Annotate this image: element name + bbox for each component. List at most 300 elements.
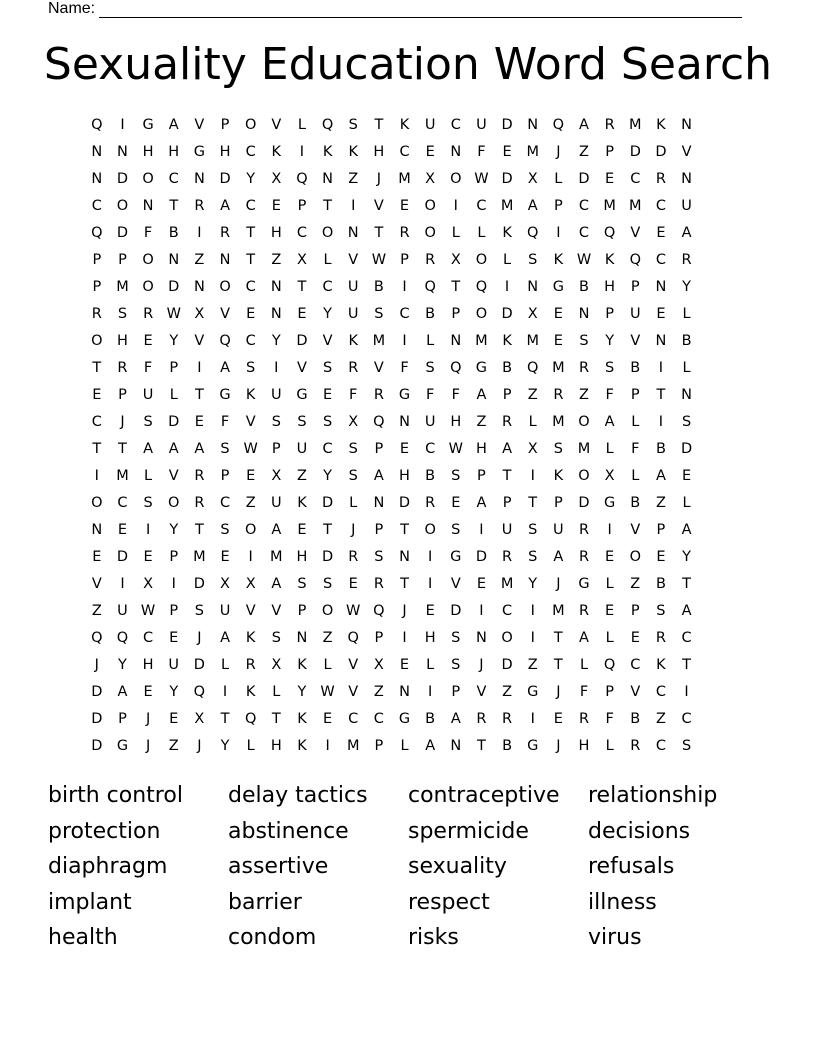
- grid-letter: E: [271, 198, 281, 214]
- grid-letter: G: [296, 387, 308, 403]
- grid-letter: Y: [323, 306, 333, 322]
- grid-letter: C: [450, 117, 461, 133]
- grid-letter: P: [374, 522, 384, 538]
- grid-letter: R: [373, 576, 384, 592]
- grid-letter: P: [374, 441, 384, 457]
- grid-letter: S: [143, 414, 153, 430]
- word-list-item: health: [48, 925, 118, 950]
- grid-letter: S: [297, 576, 307, 592]
- grid-letter: J: [351, 522, 356, 538]
- grid-letter: L: [605, 441, 614, 457]
- grid-letter: E: [502, 144, 512, 160]
- grid-letter: E: [630, 630, 640, 646]
- grid-letter: D: [398, 495, 411, 511]
- grid-letter: C: [502, 603, 513, 619]
- grid-letter: M: [526, 144, 539, 160]
- grid-letter: S: [194, 603, 204, 619]
- grid-letter: H: [373, 144, 385, 160]
- grid-letter: T: [92, 360, 102, 376]
- grid-letter: A: [476, 495, 487, 511]
- grid-letter: V: [630, 225, 641, 241]
- grid-letter: R: [399, 225, 410, 241]
- grid-letter: J: [145, 711, 151, 727]
- grid-letter: O: [91, 495, 103, 511]
- grid-letter: H: [117, 333, 128, 349]
- grid-letter: M: [603, 198, 616, 214]
- grid-letter: D: [501, 306, 513, 322]
- grid-letter: C: [425, 441, 436, 457]
- grid-letter: K: [322, 144, 333, 160]
- grid-letter: L: [631, 414, 640, 430]
- grid-letter: G: [475, 360, 488, 376]
- grid-letter: H: [142, 144, 154, 160]
- grid-letter: Q: [424, 279, 436, 295]
- grid-letter: C: [681, 630, 692, 646]
- grid-letter: C: [168, 171, 179, 187]
- grid-letter: A: [604, 414, 615, 430]
- grid-letter: A: [502, 441, 513, 457]
- grid-letter: W: [371, 252, 387, 268]
- grid-letter: Q: [193, 684, 206, 700]
- grid-letter: B: [681, 333, 692, 349]
- grid-letter: T: [297, 279, 307, 295]
- grid-letter: P: [630, 387, 640, 403]
- grid-letter: O: [244, 522, 257, 538]
- grid-letter: I: [453, 198, 458, 214]
- grid-letter: D: [219, 171, 231, 187]
- grid-letter: S: [605, 360, 615, 376]
- grid-letter: X: [271, 468, 282, 484]
- grid-letter: A: [168, 117, 179, 133]
- grid-letter: B: [373, 279, 384, 295]
- grid-letter: K: [399, 117, 410, 133]
- grid-letter: K: [297, 738, 307, 754]
- grid-letter: V: [348, 252, 359, 268]
- word-list-item: diaphragm: [48, 854, 168, 879]
- grid-letter: S: [322, 414, 333, 430]
- grid-letter: R: [194, 468, 205, 484]
- grid-letter: M: [116, 279, 129, 295]
- grid-letter: Y: [528, 576, 538, 592]
- grid-letter: M: [577, 441, 591, 457]
- grid-letter: M: [552, 360, 565, 376]
- grid-letter: Y: [246, 171, 256, 187]
- grid-letter: I: [197, 360, 202, 376]
- grid-letter: G: [527, 738, 539, 754]
- grid-letter: K: [348, 333, 358, 349]
- grid-letter: C: [245, 144, 256, 160]
- grid-letter: T: [502, 468, 512, 484]
- grid-letter: C: [630, 657, 641, 673]
- grid-letter: I: [299, 144, 305, 160]
- grid-row: [84, 733, 732, 760]
- word-list-item: respect: [408, 889, 490, 915]
- grid-letter: D: [296, 333, 308, 349]
- grid-letter: A: [220, 360, 230, 376]
- grid-letter: M: [346, 738, 360, 754]
- grid-letter: A: [681, 225, 692, 241]
- grid-letter: P: [630, 279, 640, 295]
- grid-letter: Q: [116, 630, 129, 646]
- grid-letter: I: [556, 225, 561, 241]
- grid-letter: P: [502, 387, 512, 403]
- grid-letter: T: [169, 198, 179, 214]
- grid-letter: R: [117, 360, 128, 376]
- grid-letter: I: [607, 522, 612, 538]
- grid-letter: T: [118, 441, 127, 457]
- grid-letter: J: [120, 414, 125, 430]
- grid-letter: Z: [655, 711, 666, 727]
- grid-letter: V: [322, 333, 333, 349]
- grid-letter: C: [322, 279, 333, 295]
- grid-letter: D: [475, 549, 488, 565]
- grid-row: [84, 409, 732, 436]
- word-list-item: delay tactics: [228, 783, 368, 808]
- grid-letter: U: [501, 522, 513, 538]
- grid-letter: D: [322, 549, 334, 565]
- grid-letter: L: [169, 387, 178, 403]
- grid-letter: E: [92, 549, 102, 565]
- grid-letter: I: [428, 684, 433, 700]
- grid-letter: U: [219, 603, 231, 619]
- grid-letter: Y: [169, 333, 179, 349]
- grid-letter: F: [605, 387, 614, 403]
- grid-letter: N: [399, 414, 410, 430]
- grid-row: [84, 247, 732, 274]
- grid-letter: E: [220, 549, 230, 565]
- grid-letter: S: [297, 414, 307, 430]
- grid-row: [84, 544, 732, 571]
- name-blank-line: [99, 3, 742, 18]
- grid-letter: V: [271, 117, 282, 133]
- grid-letter: K: [245, 387, 256, 403]
- grid-letter: K: [348, 144, 358, 160]
- grid-letter: S: [220, 522, 230, 538]
- grid-letter: I: [479, 522, 484, 538]
- grid-letter: R: [681, 252, 692, 268]
- grid-letter: V: [348, 684, 359, 700]
- grid-row: [84, 436, 732, 463]
- grid-letter: H: [142, 657, 154, 673]
- grid-letter: A: [681, 522, 692, 538]
- word-list-item: illness: [588, 889, 657, 915]
- grid-letter: L: [246, 738, 255, 754]
- grid-letter: X: [220, 576, 230, 592]
- grid-letter: O: [142, 279, 154, 295]
- grid-letter: U: [629, 306, 641, 322]
- grid-letter: I: [402, 279, 407, 295]
- grid-letter: H: [399, 468, 410, 484]
- grid-letter: K: [245, 630, 256, 646]
- word-list-item: implant: [48, 889, 132, 915]
- grid-letter: M: [193, 549, 206, 565]
- grid-letter: T: [92, 441, 102, 457]
- letter-grid: [84, 112, 732, 760]
- grid-letter: V: [220, 306, 230, 322]
- grid-letter: A: [476, 387, 487, 403]
- grid-row: [84, 382, 732, 409]
- grid-letter: L: [477, 225, 486, 241]
- grid-letter: Y: [682, 279, 691, 295]
- grid-letter: Z: [373, 684, 384, 700]
- grid-letter: J: [556, 576, 561, 592]
- word-list-item: condom: [228, 925, 317, 950]
- grid-letter: X: [296, 252, 307, 268]
- grid-letter: B: [630, 495, 641, 511]
- grid-letter: E: [681, 468, 692, 484]
- grid-letter: B: [502, 738, 513, 754]
- grid-letter: E: [92, 387, 102, 403]
- grid-letter: F: [349, 387, 358, 403]
- grid-letter: L: [682, 306, 691, 322]
- grid-letter: I: [171, 576, 176, 592]
- grid-letter: L: [323, 252, 332, 268]
- grid-letter: E: [246, 306, 256, 322]
- grid-letter: N: [347, 225, 359, 241]
- word-list-item: birth control: [48, 783, 183, 808]
- grid-letter: E: [553, 711, 563, 727]
- grid-letter: H: [296, 549, 308, 565]
- grid-letter: W: [474, 171, 489, 187]
- grid-letter: C: [117, 495, 128, 511]
- word-list-item: risks: [408, 925, 459, 950]
- grid-letter: Q: [91, 117, 103, 133]
- grid-letter: I: [402, 333, 407, 349]
- grid-letter: L: [426, 333, 435, 349]
- grid-letter: M: [629, 198, 642, 214]
- grid-letter: C: [91, 198, 102, 214]
- grid-letter: O: [424, 198, 436, 214]
- grid-letter: S: [528, 549, 538, 565]
- grid-letter: I: [479, 603, 484, 619]
- grid-letter: T: [656, 387, 666, 403]
- grid-letter: N: [91, 144, 103, 160]
- grid-letter: V: [681, 144, 692, 160]
- grid-letter: U: [476, 117, 487, 133]
- grid-letter: Y: [323, 468, 333, 484]
- grid-letter: V: [348, 657, 359, 673]
- grid-letter: X: [348, 414, 359, 430]
- grid-letter: K: [553, 468, 564, 484]
- grid-letter: C: [296, 225, 307, 241]
- grid-letter: P: [118, 252, 127, 268]
- grid-letter: E: [605, 603, 615, 619]
- grid-letter: P: [630, 603, 640, 619]
- grid-letter: R: [348, 360, 359, 376]
- grid-letter: Y: [118, 657, 127, 673]
- grid-letter: J: [197, 738, 202, 754]
- grid-letter: R: [194, 198, 205, 214]
- grid-letter: M: [475, 333, 488, 349]
- grid-row: [84, 706, 732, 733]
- grid-letter: I: [402, 630, 407, 646]
- grid-letter: A: [553, 549, 564, 565]
- grid-letter: S: [374, 306, 384, 322]
- grid-letter: N: [681, 117, 692, 133]
- grid-letter: H: [270, 738, 282, 754]
- grid-letter: R: [502, 549, 513, 565]
- grid-letter: S: [246, 360, 256, 376]
- grid-letter: O: [629, 549, 641, 565]
- grid-letter: P: [169, 549, 179, 565]
- grid-letter: T: [246, 252, 256, 268]
- grid-letter: O: [578, 414, 590, 430]
- grid-letter: M: [552, 603, 565, 619]
- grid-letter: J: [556, 144, 561, 160]
- grid-letter: S: [322, 576, 333, 592]
- grid-letter: M: [372, 333, 386, 349]
- grid-letter: E: [656, 549, 666, 565]
- grid-letter: G: [219, 387, 231, 403]
- grid-letter: F: [605, 711, 614, 727]
- grid-letter: N: [117, 144, 128, 160]
- grid-letter: G: [398, 711, 411, 727]
- grid-letter: A: [425, 738, 436, 754]
- grid-letter: E: [553, 306, 563, 322]
- word-list-item: protection: [48, 818, 161, 844]
- grid-letter: P: [605, 306, 614, 322]
- grid-letter: C: [373, 711, 384, 727]
- grid-letter: N: [450, 738, 462, 754]
- grid-letter: Q: [91, 225, 103, 241]
- grid-letter: O: [91, 333, 103, 349]
- grid-letter: I: [428, 576, 433, 592]
- grid-letter: G: [552, 279, 564, 295]
- grid-letter: F: [477, 144, 486, 160]
- grid-letter: L: [605, 738, 614, 754]
- grid-letter: I: [248, 549, 253, 565]
- grid-letter: D: [578, 495, 590, 511]
- grid-letter: T: [451, 279, 461, 295]
- grid-letter: M: [116, 468, 129, 484]
- grid-row: [84, 355, 732, 382]
- grid-letter: O: [321, 603, 334, 619]
- grid-letter: P: [297, 603, 307, 619]
- grid-letter: X: [425, 171, 436, 187]
- grid-letter: M: [526, 333, 539, 349]
- grid-letter: S: [656, 603, 666, 619]
- grid-letter: B: [655, 576, 666, 592]
- grid-row: [84, 328, 732, 355]
- grid-letter: Q: [91, 630, 103, 646]
- grid-letter: R: [91, 306, 102, 322]
- grid-letter: K: [297, 657, 307, 673]
- grid-row: [84, 679, 732, 706]
- grid-letter: P: [271, 441, 281, 457]
- grid-letter: N: [193, 279, 205, 295]
- grid-letter: X: [194, 711, 205, 727]
- grid-letter: C: [655, 738, 666, 754]
- grid-letter: P: [169, 360, 179, 376]
- grid-letter: Q: [527, 360, 539, 376]
- grid-letter: I: [428, 549, 433, 565]
- grid-letter: Y: [605, 333, 615, 349]
- grid-letter: A: [655, 468, 666, 484]
- grid-letter: U: [424, 414, 436, 430]
- grid-letter: A: [143, 441, 154, 457]
- grid-letter: T: [374, 117, 384, 133]
- grid-letter: Z: [502, 684, 513, 700]
- grid-letter: R: [630, 738, 641, 754]
- grid-letter: E: [605, 171, 615, 187]
- grid-letter: A: [271, 522, 282, 538]
- grid-letter: M: [552, 414, 565, 430]
- grid-letter: U: [270, 495, 282, 511]
- grid-letter: M: [500, 576, 514, 592]
- word-list-item: decisions: [588, 818, 691, 844]
- grid-letter: E: [656, 225, 666, 241]
- grid-letter: U: [347, 306, 359, 322]
- grid-letter: D: [116, 171, 129, 187]
- grid-letter: N: [399, 684, 410, 700]
- grid-letter: R: [143, 306, 154, 322]
- grid-letter: H: [450, 414, 462, 430]
- grid-letter: T: [400, 576, 409, 592]
- grid-letter: C: [245, 198, 256, 214]
- grid-letter: A: [579, 630, 589, 646]
- grid-letter: V: [245, 414, 256, 430]
- grid-letter: X: [373, 657, 384, 673]
- grid-letter: A: [220, 198, 230, 214]
- grid-letter: S: [528, 522, 538, 538]
- grid-letter: R: [219, 225, 231, 241]
- grid-letter: V: [373, 360, 384, 376]
- grid-letter: S: [348, 468, 358, 484]
- grid-letter: L: [682, 495, 691, 511]
- grid-letter: R: [655, 630, 666, 646]
- grid-letter: R: [578, 711, 590, 727]
- grid-letter: U: [424, 117, 436, 133]
- grid-letter: I: [274, 360, 279, 376]
- grid-letter: I: [530, 711, 535, 727]
- grid-letter: F: [400, 360, 409, 376]
- grid-letter: Q: [603, 657, 616, 673]
- grid-letter: D: [680, 441, 693, 457]
- grid-letter: M: [500, 198, 514, 214]
- grid-letter: H: [475, 441, 487, 457]
- grid-letter: O: [116, 198, 129, 214]
- grid-letter: E: [169, 630, 179, 646]
- grid-row: [84, 112, 732, 139]
- grid-letter: C: [655, 198, 666, 214]
- grid-letter: W: [346, 603, 361, 619]
- grid-letter: J: [402, 603, 407, 619]
- grid-letter: O: [450, 171, 462, 187]
- grid-letter: N: [219, 252, 231, 268]
- grid-letter: V: [630, 333, 641, 349]
- grid-letter: D: [450, 603, 462, 619]
- grid-letter: P: [169, 603, 179, 619]
- grid-letter: P: [656, 522, 666, 538]
- grid-letter: N: [476, 630, 487, 646]
- word-list-item: relationship: [588, 783, 718, 808]
- grid-letter: E: [553, 333, 563, 349]
- grid-row: [84, 625, 732, 652]
- grid-letter: I: [197, 225, 202, 241]
- grid-letter: S: [348, 117, 358, 133]
- grid-letter: Q: [552, 117, 565, 133]
- name-field: [48, 0, 742, 18]
- page-title: Sexuality Education Word Search: [43, 39, 773, 90]
- grid-letter: Z: [91, 603, 102, 619]
- grid-letter: T: [323, 198, 333, 214]
- grid-letter: N: [270, 306, 282, 322]
- grid-letter: Z: [655, 495, 666, 511]
- grid-letter: N: [270, 279, 282, 295]
- grid-letter: R: [604, 117, 615, 133]
- grid-letter: I: [120, 576, 125, 592]
- grid-letter: N: [681, 171, 692, 187]
